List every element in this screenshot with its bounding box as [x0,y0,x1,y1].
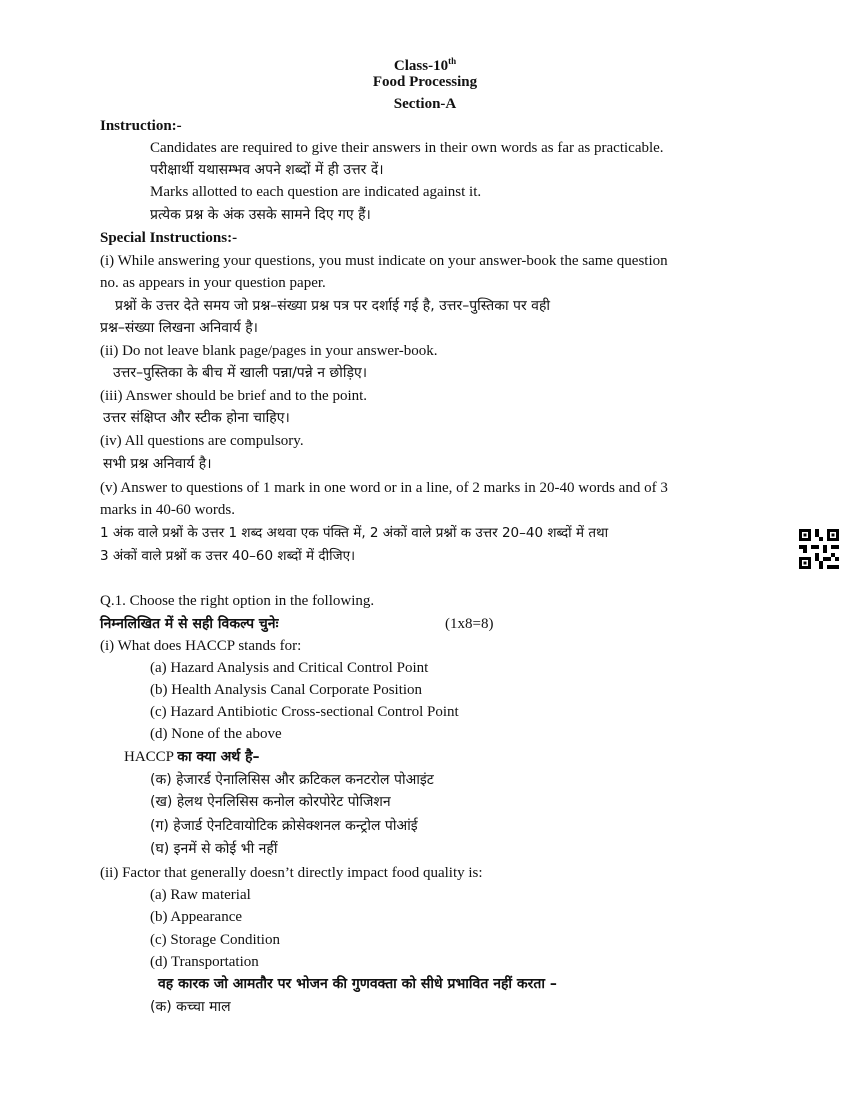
instruction-line: परीक्षार्थी यथासम्भव अपने शब्दों में ही उत्तर दें। [150,162,384,178]
option: (d) None of the above [150,726,282,742]
qr-code-icon [799,528,839,570]
special-line: (i) While answering your questions, you must indicate on your answer-book the same question [100,253,668,269]
special-line: उत्तर–पुस्तिका के बीच में खाली पन्ना/पन्ने न छोड़िए। [113,365,368,381]
instruction-line: प्रत्येक प्रश्न के अंक उसके सामने दिए गए हैं। [150,207,371,223]
instruction-line: Marks allotted to each question are indicated against it. [150,184,482,200]
special-line: (iii) Answer should be brief and to the point. [100,388,368,404]
question-ii-hindi: वह कारक जो आमतौर पर भोजन की गुणवक्ता को सीधे प्रभावित नहीं करता – [158,976,557,992]
instruction-title: Instruction:- [100,118,182,134]
option-hindi: (घ) इनमें से कोई भी नहीं [150,841,278,857]
instruction-line: Candidates are required to give their answers in their own words as far as practicable. [150,140,664,156]
special-line: सभी प्रश्न अनिवार्य है। [103,456,212,472]
question-i-hindi: HACCP का क्या अर्थ है– [124,749,260,765]
option: (c) Hazard Antibiotic Cross-sectional Control Point [150,704,459,720]
question-ii: (ii) Factor that generally doesn’t directly impact food quality is: [100,865,483,881]
special-line: (iv) All questions are compulsory. [100,433,304,449]
option-hindi: (क) कच्चा माल [150,999,231,1015]
option: (a) Hazard Analysis and Critical Control Point [150,660,429,676]
option-hindi: (ग) हेजार्ड ऐनटिवायोटिक क्रोसेक्शनल कन्ट्रोल पोआंई [150,818,418,834]
q1-marks: (1x8=8) [445,616,494,632]
special-line: no. as appears in your question paper. [100,275,326,291]
special-line: 1 अंक वाले प्रश्नों के उत्तर 1 शब्द अथवा एक पंक्ति में, 2 अंकों वाले प्रश्नों क उत्तर 20–40 शब्दों में तथा [100,525,609,541]
special-line: प्रश्न–संख्या लिखना अनिवार्य है। [100,320,258,336]
option: (d) Transportation [150,954,259,970]
q1-title: Q.1. Choose the right option in the following. [100,593,375,609]
special-line: (ii) Do not leave blank page/pages in your answer-book. [100,343,438,359]
option: (a) Raw material [150,887,251,903]
q1-title-hindi: निम्नलिखित में से सही विकल्प चुनेः [100,616,279,632]
option: (b) Appearance [150,909,243,925]
special-instructions-title: Special Instructions:- [100,230,238,246]
question-i: (i) What does HACCP stands for: [100,638,302,654]
special-line: (v) Answer to questions of 1 mark in one word or in a line, of 2 marks in 20-40 words and of 3 [100,480,668,496]
subject-heading: Food Processing [372,74,478,90]
option: (b) Health Analysis Canal Corporate Position [150,682,423,698]
option: (c) Storage Condition [150,932,280,948]
special-line: प्रश्नों के उत्तर देते समय जो प्रश्न–संख्या प्रश्न पत्र पर दर्शाई गई है, उत्तर–पुस्तिका पर वही [115,298,551,314]
option-hindi: (क) हेजारर्ड ऐनालिसिस और क्रटिकल कनटरोल पोआइंट [150,772,434,788]
special-line: 3 अंकों वाले प्रश्नों क उत्तर 40–60 शब्दों में दीजिए। [100,548,356,564]
section-heading: Section-A [393,96,457,112]
special-line: marks in 40-60 words. [100,502,235,518]
class-heading: Class-10th [393,56,457,74]
special-line: उत्तर संक्षिप्त और स्टीक होना चाहिए। [103,410,290,426]
option-hindi: (ख) हेलथ ऐनलिसिस कनोल कोरपोरेट पोजिशन [150,794,391,810]
